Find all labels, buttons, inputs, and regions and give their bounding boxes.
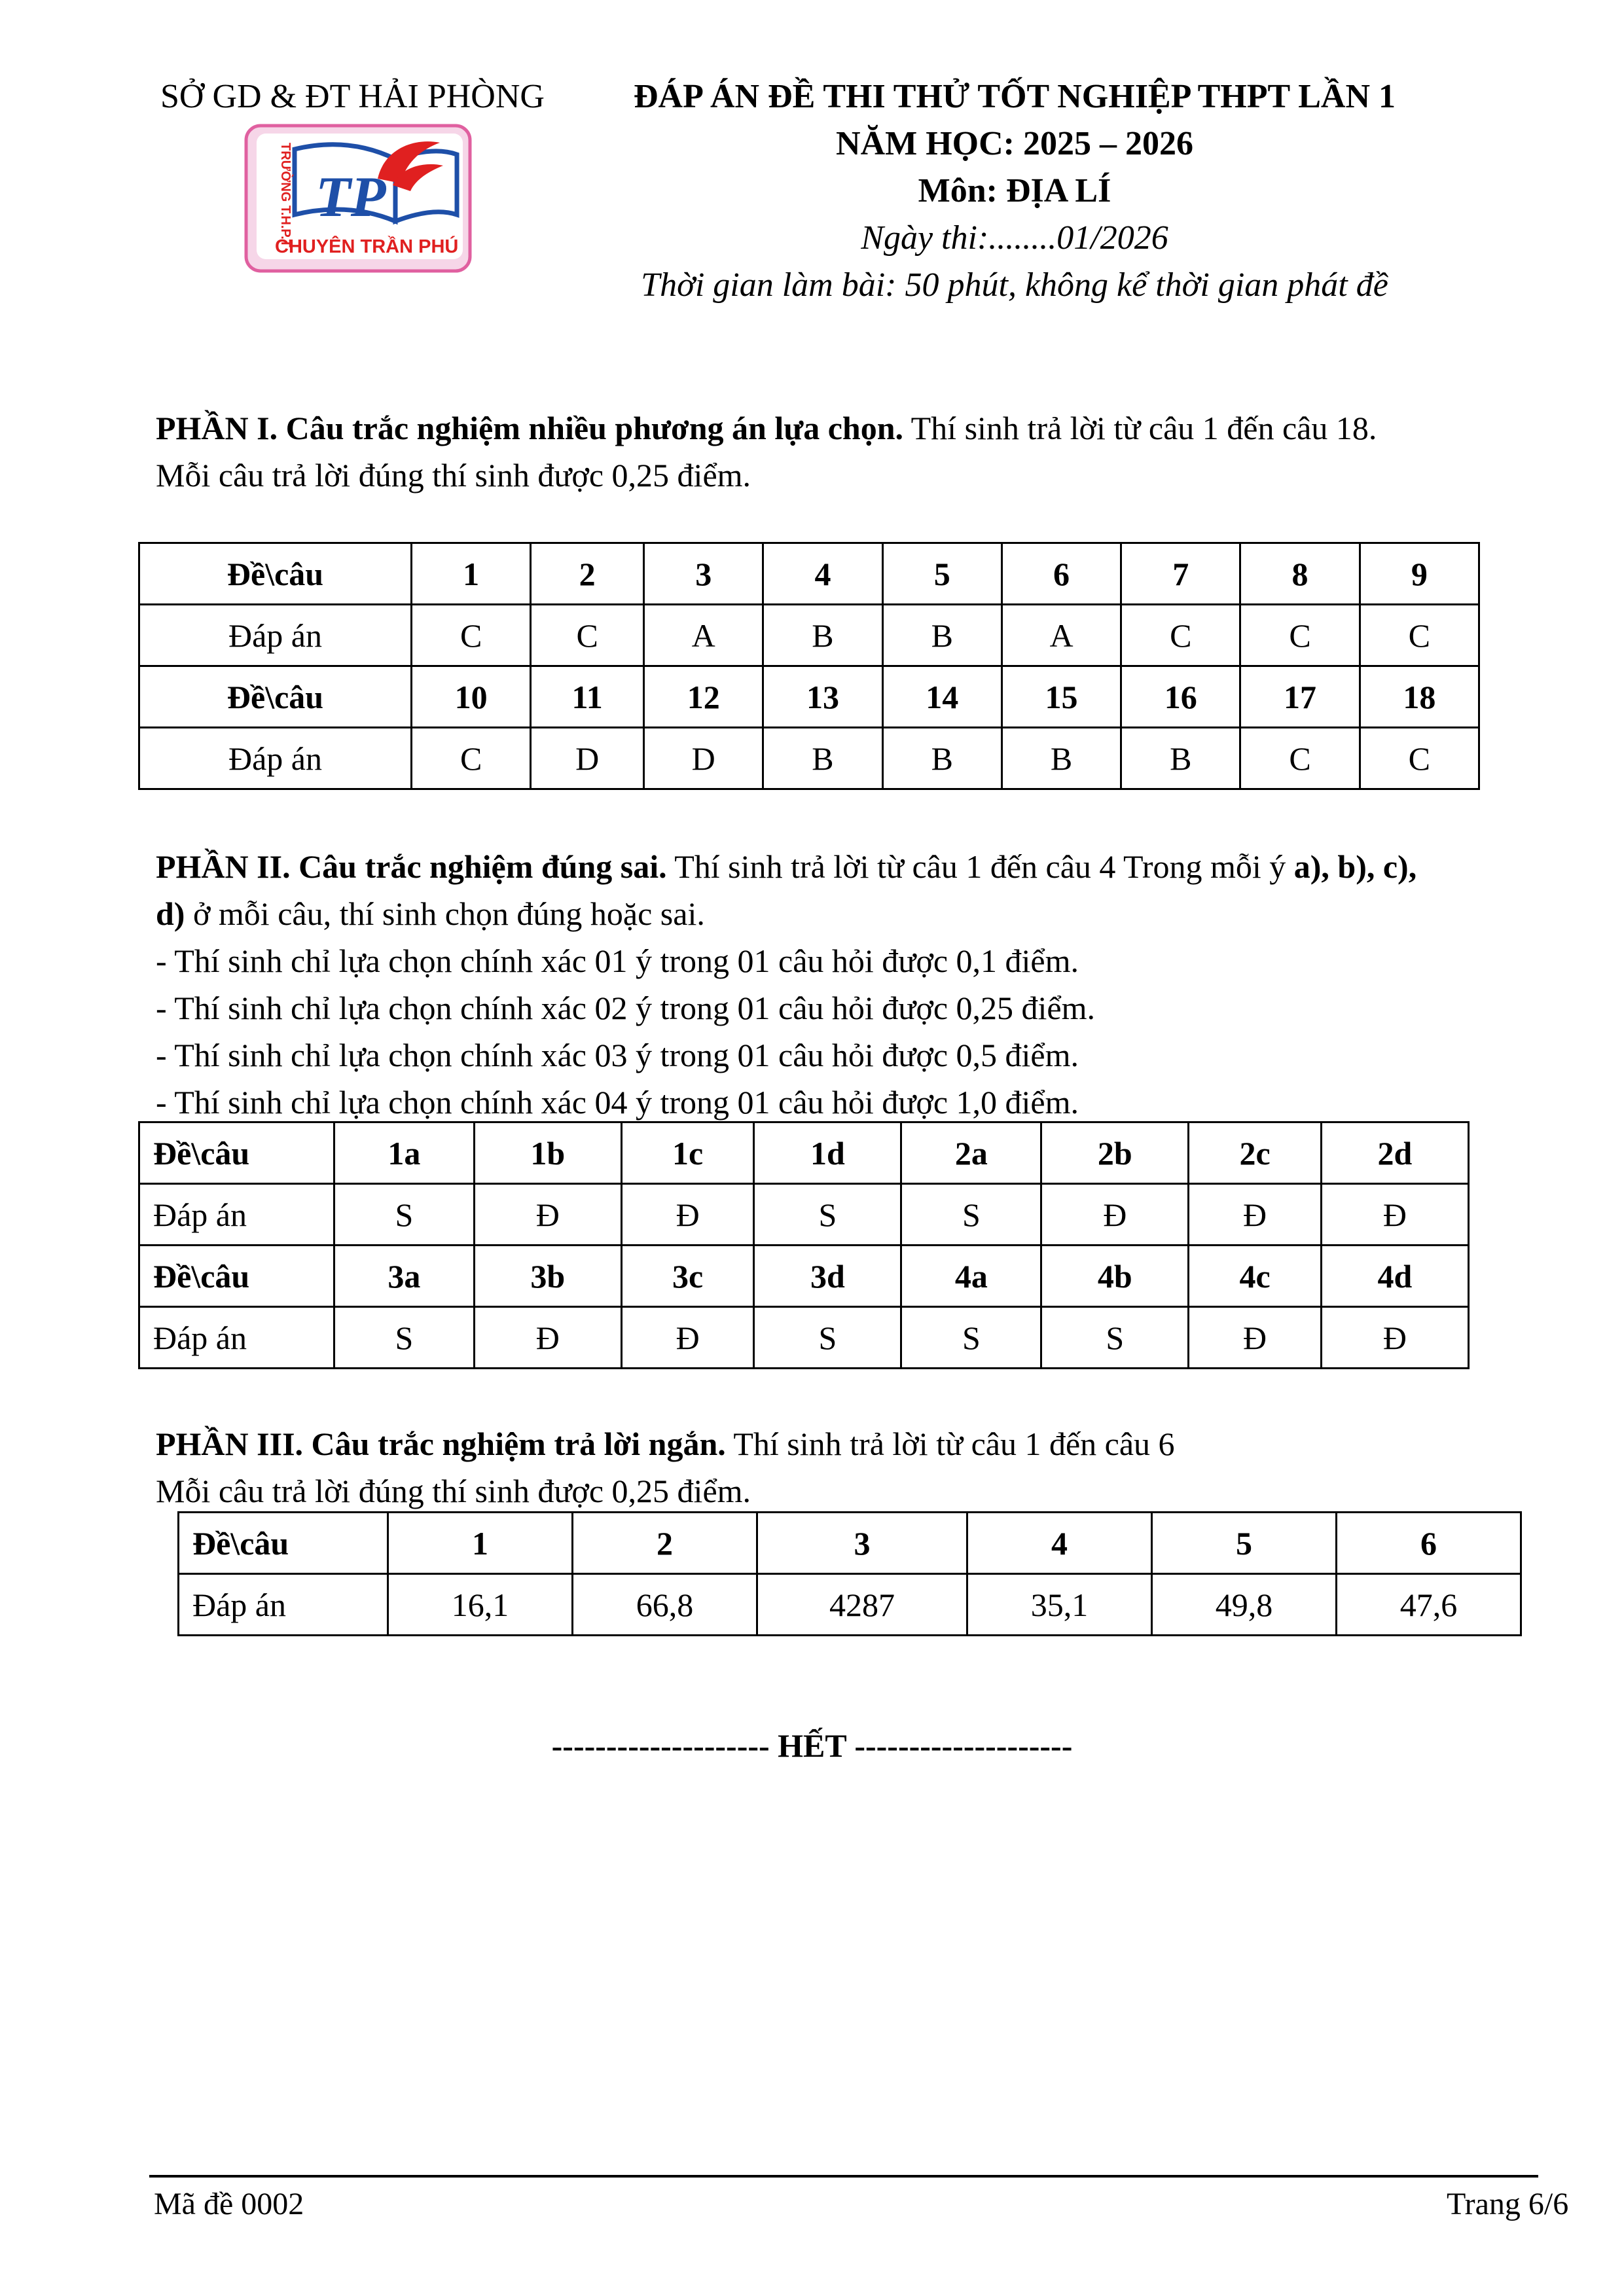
svg-text:TP: TP: [316, 166, 386, 229]
question-number-cell: 4a: [901, 1246, 1041, 1307]
question-number-cell: 4: [763, 543, 882, 605]
answer-cell: Đ: [1189, 1184, 1321, 1246]
question-number-cell: 9: [1360, 543, 1479, 605]
row-label-cell: Đề\câu: [139, 666, 412, 728]
row-label-cell: Đáp án: [179, 1574, 388, 1636]
answer-cell: C: [1240, 605, 1360, 666]
question-number-cell: 1: [412, 543, 531, 605]
answer-cell: Đ: [1321, 1184, 1468, 1246]
answer-cell: Đ: [621, 1184, 753, 1246]
answer-cell: 49,8: [1151, 1574, 1336, 1636]
answer-cell: A: [1001, 605, 1121, 666]
part2-answer-row: [139, 1307, 1469, 1369]
part2-rule: - Thí sinh chỉ lựa chọn chính xác 03 ý trong 01 câu hỏi được 0,5 điểm.: [156, 1037, 1079, 1073]
row-label-cell: Đề\câu: [139, 543, 412, 605]
question-number-cell: 3c: [621, 1246, 753, 1307]
answer-cell: B: [882, 605, 1001, 666]
question-number-cell: 13: [763, 666, 882, 728]
question-number-cell: 2c: [1189, 1122, 1321, 1184]
question-number-cell: 2a: [901, 1122, 1041, 1184]
question-number-cell: 2d: [1321, 1122, 1468, 1184]
part2-answer-row: [139, 1184, 1469, 1246]
answer-cell: S: [334, 1307, 475, 1369]
svg-text:TRƯỜNG T.H.P.T: TRƯỜNG T.H.P.T: [278, 143, 293, 247]
question-number-cell: 6: [1001, 543, 1121, 605]
answer-cell: S: [754, 1307, 901, 1369]
answer-cell: A: [644, 605, 763, 666]
answer-cell: 4287: [757, 1574, 967, 1636]
answer-cell: D: [644, 728, 763, 789]
answer-cell: B: [1001, 728, 1121, 789]
row-label-cell: Đáp án: [139, 728, 412, 789]
answer-cell: B: [882, 728, 1001, 789]
question-number-cell: 2b: [1041, 1122, 1189, 1184]
question-number-cell: 2: [531, 543, 644, 605]
row-label-cell: Đề\câu: [139, 1246, 334, 1307]
subject: Môn: ĐỊA LÍ: [918, 172, 1111, 209]
question-number-cell: 5: [882, 543, 1001, 605]
answer-cell: Đ: [474, 1184, 621, 1246]
question-number-cell: 2: [573, 1513, 757, 1574]
question-number-cell: 4d: [1321, 1246, 1468, 1307]
answer-cell: B: [1121, 728, 1240, 789]
part3-question-row: [179, 1513, 1521, 1574]
end-marker: -------------------- HẾT --------------------: [551, 1727, 1073, 1764]
answer-cell: Đ: [1189, 1307, 1321, 1369]
question-number-cell: 18: [1360, 666, 1479, 728]
question-number-cell: 11: [531, 666, 644, 728]
answer-cell: C: [1360, 728, 1479, 789]
question-number-cell: 10: [412, 666, 531, 728]
question-number-cell: 3d: [754, 1246, 901, 1307]
document-title: ĐÁP ÁN ĐỀ THI THỬ TỐT NGHIỆP THPT LẦN 1: [633, 78, 1396, 115]
school-logo: [244, 123, 473, 274]
answer-cell: C: [412, 605, 531, 666]
part1-answer-table: [138, 542, 1480, 790]
svg-text:CHUYÊN TRẦN PHÚ: CHUYÊN TRẦN PHÚ: [275, 236, 459, 257]
part3-title: PHẦN III. Câu trắc nghiệm trả lời ngắn. Thí sinh trả lời từ câu 1 đến câu 6 Mỗi câu trả lời đúng thí sinh được 0,25 điểm.: [156, 1426, 1175, 1509]
question-number-cell: 8: [1240, 543, 1360, 605]
question-number-cell: 6: [1336, 1513, 1521, 1574]
answer-cell: 66,8: [573, 1574, 757, 1636]
answer-cell: B: [763, 728, 882, 789]
question-number-cell: 1: [388, 1513, 573, 1574]
school-year: NĂM HỌC: 2025 – 2026: [836, 125, 1193, 162]
question-number-cell: 3: [757, 1513, 967, 1574]
exam-code: Mã đề 0002: [154, 2187, 304, 2221]
answer-cell: Đ: [474, 1307, 621, 1369]
part1-answer-row: [139, 605, 1479, 666]
part2-question-row: [139, 1122, 1469, 1184]
answer-cell: S: [334, 1184, 475, 1246]
question-number-cell: 16: [1121, 666, 1240, 728]
answer-cell: C: [531, 605, 644, 666]
answer-cell: C: [1121, 605, 1240, 666]
answer-cell: S: [754, 1184, 901, 1246]
question-number-cell: 7: [1121, 543, 1240, 605]
question-number-cell: 3a: [334, 1246, 475, 1307]
answer-cell: S: [901, 1184, 1041, 1246]
answer-cell: S: [901, 1307, 1041, 1369]
answer-cell: D: [531, 728, 644, 789]
footer-divider: [149, 2175, 1538, 2178]
part2-rule: - Thí sinh chỉ lựa chọn chính xác 02 ý trong 01 câu hỏi được 0,25 điểm.: [156, 990, 1095, 1026]
part2-answer-table: [138, 1121, 1470, 1369]
answer-cell: C: [1360, 605, 1479, 666]
answer-cell: 47,6: [1336, 1574, 1521, 1636]
question-number-cell: 14: [882, 666, 1001, 728]
part1-question-row: [139, 543, 1479, 605]
page-number: Trang 6/6: [1447, 2187, 1569, 2221]
question-number-cell: 4: [967, 1513, 1151, 1574]
question-number-cell: 1d: [754, 1122, 901, 1184]
question-number-cell: 4b: [1041, 1246, 1189, 1307]
row-label-cell: Đề\câu: [179, 1513, 388, 1574]
part1-answer-row: [139, 728, 1479, 789]
answer-cell: C: [1240, 728, 1360, 789]
question-number-cell: 4c: [1189, 1246, 1321, 1307]
part2-rule: - Thí sinh chỉ lựa chọn chính xác 04 ý trong 01 câu hỏi được 1,0 điểm.: [156, 1084, 1079, 1121]
question-number-cell: 17: [1240, 666, 1360, 728]
row-label-cell: Đáp án: [139, 1307, 334, 1369]
department-name: SỞ GD & ĐT HẢI PHÒNG: [160, 78, 545, 115]
answer-cell: Đ: [1321, 1307, 1468, 1369]
question-number-cell: 3: [644, 543, 763, 605]
answer-cell: C: [412, 728, 531, 789]
part1-title: PHẦN I. Câu trắc nghiệm nhiều phương án lựa chọn. Thí sinh trả lời từ câu 1 đến câu 18. Mỗi câu trả lời đúng thí sinh được 0,25 điểm.: [156, 410, 1377, 493]
row-label-cell: Đề\câu: [139, 1122, 334, 1184]
question-number-cell: 3b: [474, 1246, 621, 1307]
question-number-cell: 1c: [621, 1122, 753, 1184]
part2-rule: - Thí sinh chỉ lựa chọn chính xác 01 ý trong 01 câu hỏi được 0,1 điểm.: [156, 942, 1079, 979]
question-number-cell: 15: [1001, 666, 1121, 728]
part3-answer-row: [179, 1574, 1521, 1636]
answer-cell: B: [763, 605, 882, 666]
answer-cell: 16,1: [388, 1574, 573, 1636]
part2-question-row: [139, 1246, 1469, 1307]
question-number-cell: 1a: [334, 1122, 475, 1184]
question-number-cell: 5: [1151, 1513, 1336, 1574]
answer-cell: Đ: [621, 1307, 753, 1369]
question-number-cell: 1b: [474, 1122, 621, 1184]
exam-duration: Thời gian làm bài: 50 phút, không kể thời gian phát đề: [641, 266, 1388, 304]
answer-cell: 35,1: [967, 1574, 1151, 1636]
answer-cell: S: [1041, 1307, 1189, 1369]
part2-title: PHẦN II. Câu trắc nghiệm đúng sai. Thí sinh trả lời từ câu 1 đến câu 4 Trong mỗi ý a), b), c), d) ở mỗi câu, thí sinh chọn đúng hoặc sai. - Thí sinh chỉ lựa chọn chính xác 01 ý trong 01 câu hỏi được 0,1 điểm. - Thí sinh chỉ lựa chọn chính xác 02 ý trong 01 câu hỏi được 0,25 điểm. - Thí sinh chỉ lựa chọn chính xác 03 ý trong 01 câu hỏi được 0,5 điểm. - Thí sinh chỉ lựa chọn chính xác 04 ý trong 01 câu hỏi được 1,0 điểm.: [156, 848, 1417, 1121]
question-number-cell: 12: [644, 666, 763, 728]
exam-date: Ngày thi:........01/2026: [861, 219, 1168, 257]
answer-cell: Đ: [1041, 1184, 1189, 1246]
part1-question-row: [139, 666, 1479, 728]
row-label-cell: Đáp án: [139, 1184, 334, 1246]
row-label-cell: Đáp án: [139, 605, 412, 666]
part3-answer-table: [177, 1511, 1522, 1636]
